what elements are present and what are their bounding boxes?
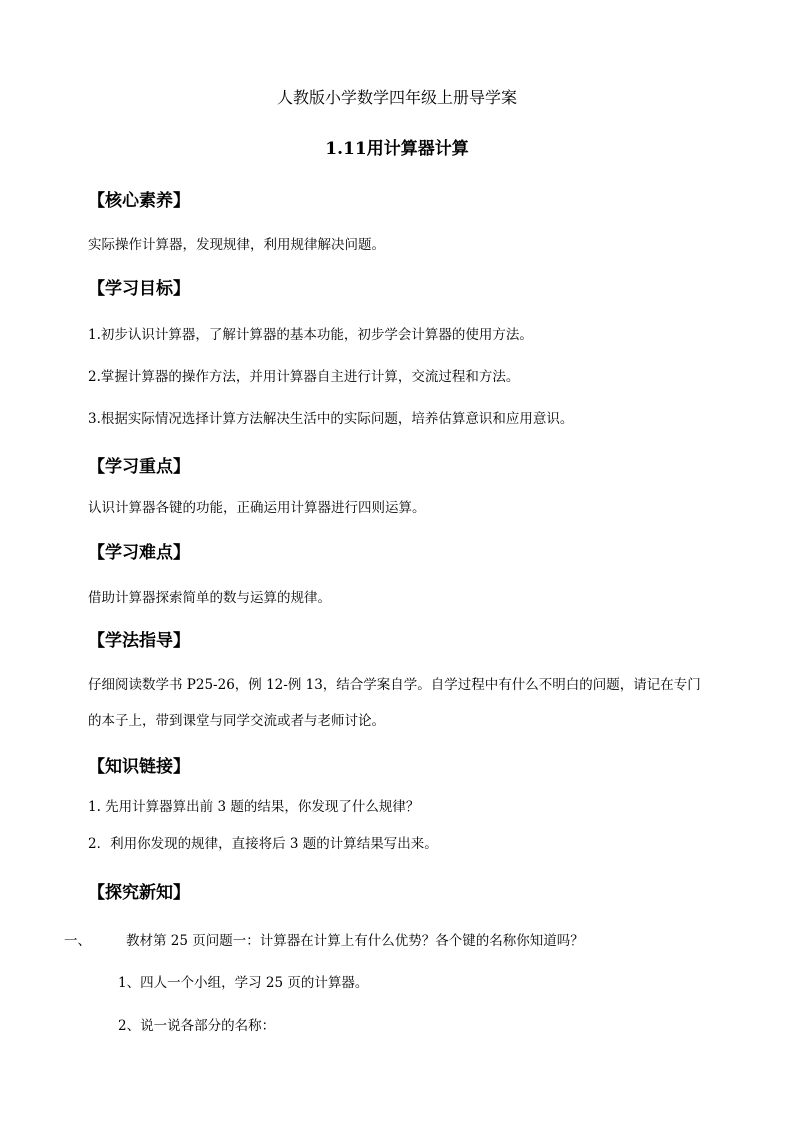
section-heading-difficulties: 【学习难点】 <box>88 543 190 563</box>
explore-sub-item-1: 1、四人一个小组，学习 25 页的计算器。 <box>118 975 369 991</box>
lesson-title: 1.11用计算器计算 <box>325 139 469 159</box>
section-heading-method: 【学法指导】 <box>88 631 190 651</box>
section-heading-explore: 【探究新知】 <box>88 883 190 903</box>
section-heading-core: 【核心素养】 <box>88 191 190 211</box>
document-title: 人教版小学数学四年级上册导学案 <box>276 88 517 107</box>
knowledge-item-1: 1. 先用计算器算出前 3 题的结果，你发现了什么规律？ <box>88 799 420 815</box>
method-text: 仔细阅读数学书 P25-26，例 12-例 13，结合学案自学。自学过程中有什么不明白的问题，请记在专门的本子上，带到课堂与同学交流或者与老师讨论。 <box>88 677 701 729</box>
section-heading-goals: 【学习目标】 <box>88 279 190 299</box>
explore-question-number: 一、 <box>64 933 91 949</box>
section-heading-knowledge-link: 【知识链接】 <box>88 757 190 777</box>
goal-item-2: 2.掌握计算器的操作方法，并用计算器自主进行计算，交流过程和方法。 <box>88 369 520 385</box>
goal-item-3: 3.根据实际情况选择计算方法解决生活中的实际问题，培养估算意识和应用意识。 <box>88 411 574 427</box>
difficulties-text: 借助计算器探索简单的数与运算的规律。 <box>88 590 331 606</box>
knowledge-item-2: 2．利用你发现的规律，直接将后 3 题的计算结果写出来。 <box>88 836 438 852</box>
section-heading-key-points: 【学习重点】 <box>88 457 190 477</box>
goal-item-1: 1.初步认识计算器，了解计算器的基本功能，初步学会计算器的使用方法。 <box>88 327 533 343</box>
explore-sub-item-2: 2、说一说各部分的名称： <box>118 1018 276 1034</box>
core-text: 实际操作计算器，发现规律，利用规律解决问题。 <box>88 237 385 253</box>
explore-question-1 <box>64 931 584 951</box>
explore-question-text: 教材第 25 页问题一：计算器在计算上有什么优势？各个键的名称你知道吗？ <box>126 933 584 949</box>
key-points-text: 认识计算器各键的功能，正确运用计算器进行四则运算。 <box>88 500 426 516</box>
